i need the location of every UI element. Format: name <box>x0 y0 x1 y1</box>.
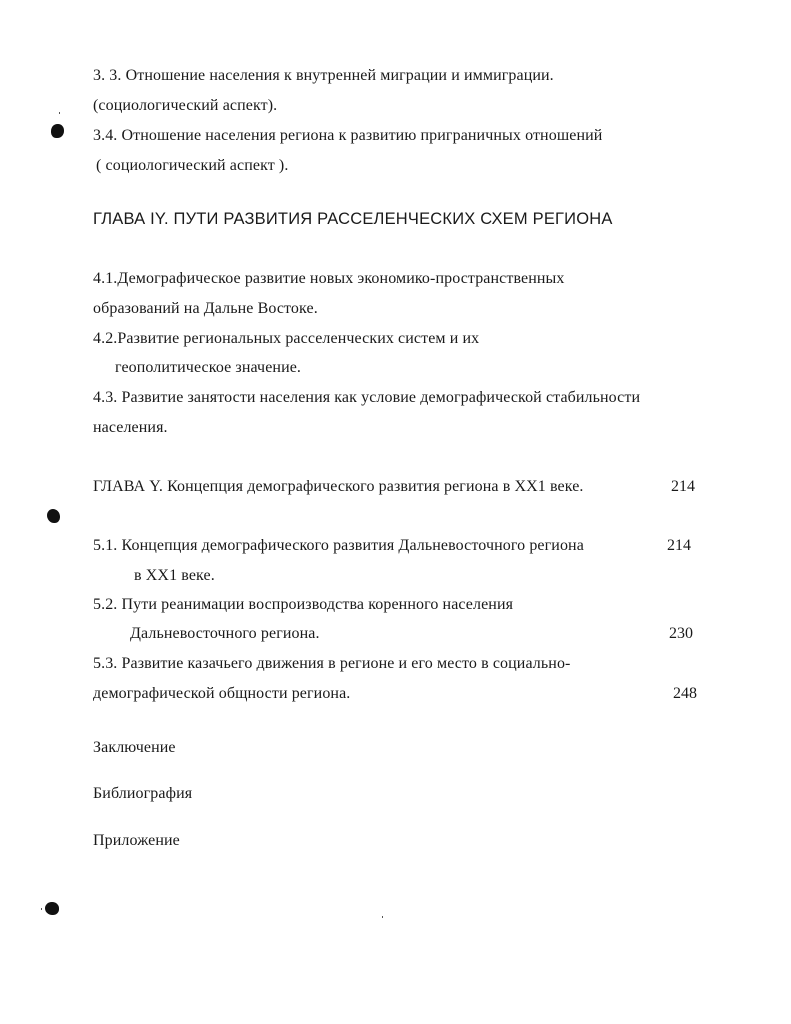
toc-item-5-1-line1: 5.1. Концепция демографического развития Дальневосточного региона <box>93 537 584 554</box>
toc-item-4-1-line2: образований на Дальне Востоке. <box>93 300 318 317</box>
toc-item-5-2-line2: Дальневосточного региона. <box>130 625 320 642</box>
toc-item-5-3-line1: 5.3. Развитие казачьего движения в регионе и его место в социально- <box>93 655 571 672</box>
toc-item-3-4-line1: 3.4. Отношение населения региона к развитию приграничных отношений <box>93 127 603 144</box>
toc-item-4-2-line2: геополитическое значение. <box>115 359 302 376</box>
toc-bibliography: Библиография <box>93 785 193 802</box>
chapter-5-title: ГЛАВА Y. Концепция демографического развития региона в XX1 веке. <box>93 478 584 495</box>
scan-speck <box>41 908 42 910</box>
toc-item-5-2-line1: 5.2. Пути реанимации воспроизводства коренного населения <box>93 596 514 613</box>
toc-item-4-3-line1: 4.3. Развитие занятости населения как условие демографической стабильности <box>93 389 641 406</box>
toc-appendix: Приложение <box>93 832 180 849</box>
toc-item-4-3-line2: населения. <box>93 419 168 436</box>
toc-item-4-1-line1: 4.1.Демографическое развитие новых экономико-пространственных <box>93 270 565 287</box>
toc-conclusion: Заключение <box>93 739 176 756</box>
toc-item-5-1-page-number: 214 <box>667 537 691 554</box>
punch-hole-mark <box>45 902 59 915</box>
chapter-5-page-number: 214 <box>671 478 695 495</box>
toc-item-5-3-page-number: 248 <box>673 685 697 702</box>
toc-item-5-1-line2: в XX1 веке. <box>134 567 215 584</box>
toc-item-5-3-line2: демографической общности региона. <box>93 685 351 702</box>
scan-speck <box>382 916 383 918</box>
toc-item-3-3-line1: 3. 3. Отношение населения к внутренней миграции и иммиграции. <box>93 67 554 84</box>
toc-item-3-4-line2: ( социологический аспект ). <box>96 157 289 174</box>
scan-speck <box>59 112 60 114</box>
punch-hole-mark <box>47 509 60 523</box>
toc-item-5-2-page-number: 230 <box>669 625 693 642</box>
toc-item-3-3-line2: (социологический аспект). <box>93 97 278 114</box>
chapter-4-title: ГЛАВА IY. ПУТИ РАЗВИТИЯ РАССЕЛЕНЧЕСКИХ СХЕМ РЕГИОНА <box>93 210 613 228</box>
toc-item-4-2-line1: 4.2.Развитие региональных расселенческих систем и их <box>93 330 480 347</box>
punch-hole-mark <box>51 124 64 138</box>
